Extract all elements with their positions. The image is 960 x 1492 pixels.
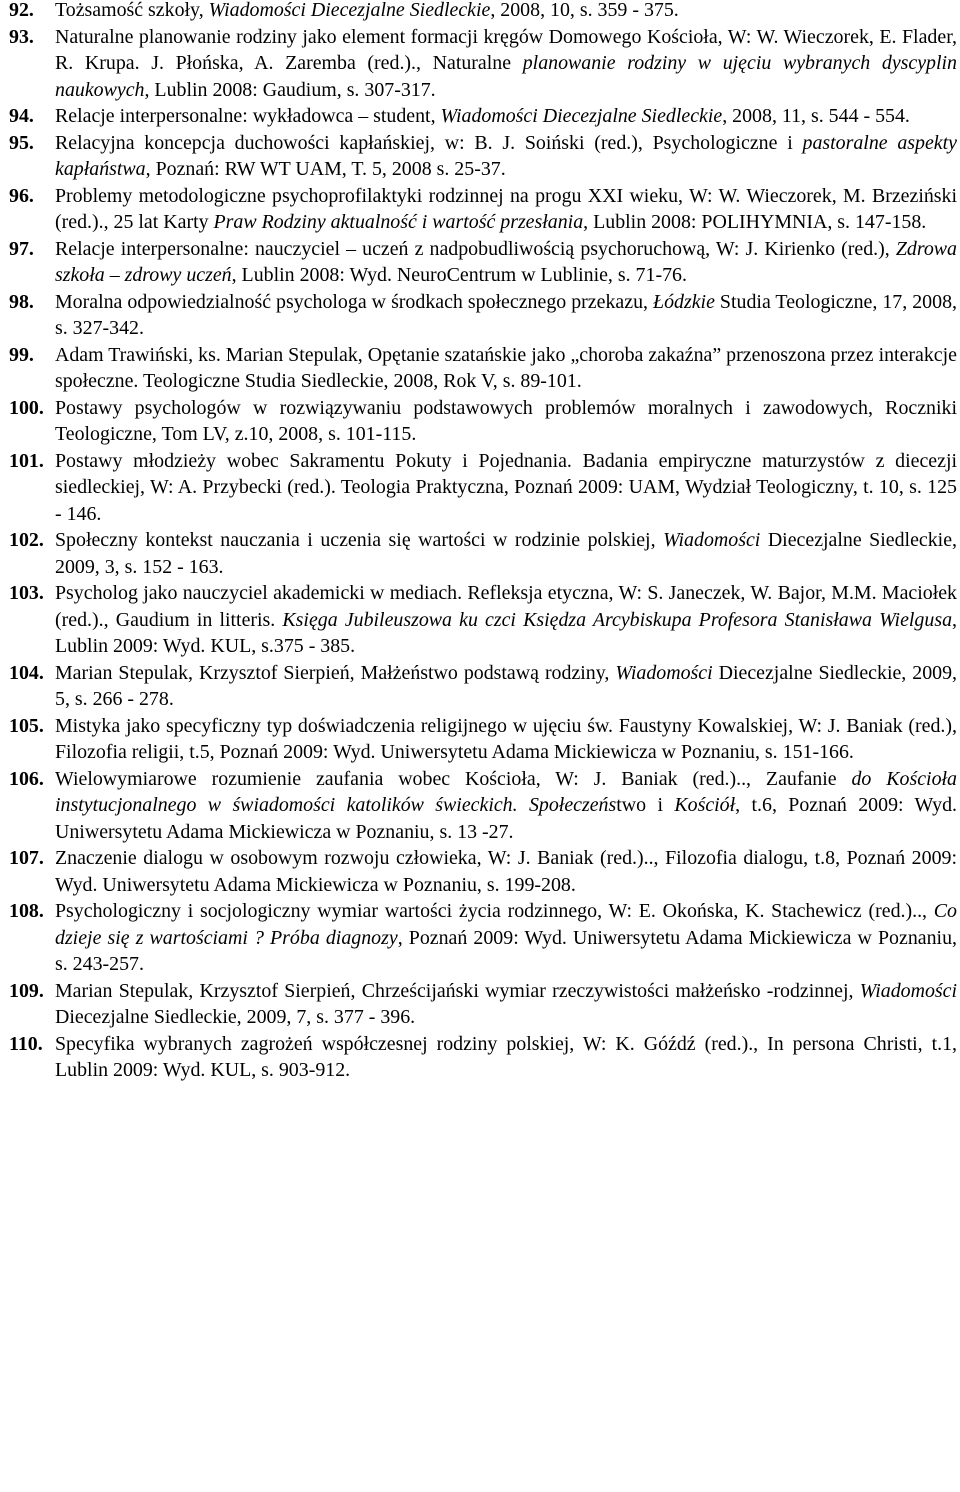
entry-title-italic: Wiadomości bbox=[663, 529, 761, 551]
entry-text bbox=[55, 898, 957, 978]
entry-text-segment: Wielowymiarowe rozumienie zaufania wobec Kościoła, W: J. Baniak (red.).., Zaufanie bbox=[55, 767, 852, 790]
entry-text-segment: Diecezjalne Siedleckie, 2009, 3, s. 152 - 163. bbox=[55, 529, 958, 578]
entry-title-italic: planowanie rodziny w ujęciu wybranych dyscyplin naukowych bbox=[55, 52, 957, 101]
entry-text-segment: Adam Trawiński, ks. Marian Stepulak, Opętanie szatańskie jako „choroba zakaźna” przenoszona przez interakcje społeczne. Teologiczne Studia Siedleckie, 2008, Rok V, s. 89-101. bbox=[55, 343, 957, 392]
entry-text bbox=[55, 660, 957, 713]
entry-number: 101. bbox=[9, 449, 44, 472]
entry-number: 92. bbox=[9, 0, 34, 21]
entry-title-italic: Wiadomości Diecezjalne Siedleckie bbox=[440, 105, 723, 127]
entry-text-segment: Moralna odpowiedzialność psychologa w środkach społecznego przekazu, bbox=[55, 290, 654, 313]
bibliography-entry-105 bbox=[9, 713, 957, 766]
entry-number: 110. bbox=[9, 1032, 43, 1055]
entry-text-segment: Relacje interpersonalne: wykładowca – student, bbox=[55, 105, 441, 127]
entry-text-segment: , Poznań: RW WT UAM, T. 5, 2008 s. 25-37. bbox=[145, 158, 506, 180]
entry-text-segment: Relacyjna koncepcja duchowości kapłańskiej, w: B. J. Soiński (red.), Psychologiczne i bbox=[55, 131, 803, 154]
entry-number: 93. bbox=[9, 25, 34, 48]
entry-title-italic: Praw Rodziny aktualność i wartość przesłania bbox=[213, 211, 584, 233]
entry-text-segment: , 2008, 11, s. 544 - 554. bbox=[722, 105, 910, 127]
bibliography-entry-98 bbox=[9, 289, 957, 342]
entry-text bbox=[55, 845, 957, 898]
entry-number: 94. bbox=[9, 105, 34, 127]
entry-number: 100. bbox=[9, 396, 44, 419]
entry-number: 98. bbox=[9, 290, 34, 313]
entry-text-segment: Studia Teologiczne, 17, 2008, s. 327-342. bbox=[55, 290, 957, 339]
entry-title-italic: do Kościoła instytucjonalnego w świadomości katolików świeckich. Społeczeńs bbox=[55, 767, 957, 816]
entry-text-segment: , 2008, 10, s. 359 - 375. bbox=[490, 0, 679, 21]
entry-number: 105. bbox=[9, 714, 44, 737]
bibliography-entry-95 bbox=[9, 130, 957, 183]
entry-text-segment: , Lublin 2008: POLIHYMNIA, s. 147-158. bbox=[583, 211, 927, 233]
entry-text-segment: Postawy psychologów w rozwiązywaniu podstawowych problemów moralnych i zawodowych, Roczniki Teologiczne, Tom LV, z.10, 2008, s. 101-115. bbox=[55, 396, 957, 445]
entry-title-italic: Kościół bbox=[674, 794, 736, 816]
entry-text-segment: , Lublin 2009: Wyd. KUL, s.375 - 385. bbox=[55, 608, 957, 657]
bibliography-entry-107 bbox=[9, 845, 957, 898]
entry-text bbox=[55, 289, 957, 342]
entry-text-segment: Marian Stepulak, Krzysztof Sierpień, Chrześcijański wymiar rzeczywistości małżeńsko -rodzinnej, bbox=[55, 979, 860, 1002]
entry-number: 109. bbox=[9, 979, 44, 1002]
entry-text-segment: Mistyka jako specyficzny typ doświadczenia religijnego w ujęciu św. Faustyny Kowalskiej, W: J. Baniak (red.), Filozofia religii, t.5, Poznań 2009: Wyd. Uniwersytetu Adama Mickiewicza w Poznaniu, s. 151-166. bbox=[55, 714, 957, 763]
entry-text bbox=[55, 527, 957, 580]
entry-title-italic: Wiadomości bbox=[859, 979, 957, 1002]
entry-text bbox=[55, 342, 957, 395]
entry-text-segment: , t.6, Poznań 2009: Wyd. Uniwersytetu Adama Mickiewicza w Poznaniu, s. 13 -27. bbox=[55, 794, 957, 843]
bibliography-entry-94 bbox=[9, 103, 957, 130]
entry-number: 99. bbox=[9, 343, 34, 366]
entry-number: 106. bbox=[9, 767, 44, 790]
entry-text bbox=[55, 448, 957, 528]
entry-number: 102. bbox=[9, 529, 44, 551]
entry-title-italic: pastoralne aspekty kapłaństwa bbox=[55, 131, 957, 180]
entry-title-italic: Łódzkie bbox=[653, 290, 715, 313]
bibliography-entry-102 bbox=[9, 527, 957, 580]
bibliography-entry-110 bbox=[9, 1031, 957, 1084]
entry-text bbox=[55, 130, 957, 183]
entry-text bbox=[55, 766, 957, 846]
entry-number: 95. bbox=[9, 131, 34, 154]
entry-text bbox=[55, 580, 957, 660]
entry-text bbox=[55, 1031, 957, 1084]
entry-number: 104. bbox=[9, 661, 44, 684]
bibliography-entry-97 bbox=[9, 236, 957, 289]
entry-title-italic: Wiadomości Diecezjalne Siedleckie bbox=[208, 0, 491, 21]
entry-number: 103. bbox=[9, 582, 44, 604]
bibliography-entry-104 bbox=[9, 660, 957, 713]
entry-number: 97. bbox=[9, 237, 34, 260]
entry-text-segment: Znaczenie dialogu w osobowym rozwoju człowieka, W: J. Baniak (red.).., Filozofia dialogu, t.8, Poznań 2009: Wyd. Uniwersytetu Adama Mickiewicza w Poznaniu, s. 199-208. bbox=[55, 847, 957, 896]
entry-text bbox=[55, 713, 957, 766]
bibliography-entry-101 bbox=[9, 448, 957, 528]
bibliography-entry-93 bbox=[9, 24, 957, 104]
entry-text-segment: Diecezjalne Siedleckie, 2009, 7, s. 377 - 396. bbox=[55, 1006, 416, 1028]
entry-text-segment: Społeczny kontekst nauczania i uczenia się wartości w rodzinie polskiej, bbox=[55, 529, 664, 551]
entry-title-italic: Wiadomości bbox=[615, 661, 713, 684]
entry-text-segment: Psychologiczny i socjologiczny wymiar wartości życia rodzinnego, W: E. Okońska, K. Stachewicz (red.).., bbox=[55, 900, 934, 922]
bibliography-entry-96 bbox=[9, 183, 957, 236]
entry-text-segment: Postawy młodzieży wobec Sakramentu Pokuty i Pojednania. Badania empiryczne maturzystów z diecezji siedleckiej, W: A. Przybecki (red.). Teologia Praktyczna, Poznań 2009: UAM, Wydział Teologiczny, t. 10, s. 125 - 146. bbox=[55, 449, 957, 525]
entry-text-segment: Relacje interpersonalne: nauczyciel – uczeń z nadpobudliwością psychoruchową, W: J. Kirienko (red.), bbox=[55, 237, 896, 260]
entry-text-segment: Marian Stepulak, Krzysztof Sierpień, Małżeństwo podstawą rodziny, bbox=[55, 661, 616, 684]
entry-text-segment: Psycholog jako nauczyciel akademicki w mediach. Refleksja etyczna, W: S. Janeczek, W. Bajor, M.M. Maciołek (red.)., Gaudium in litteris. bbox=[55, 582, 957, 631]
bibliography-list bbox=[9, 0, 957, 1084]
entry-text-segment: , Poznań 2009: Wyd. Uniwersytetu Adama Mickiewicza w Poznaniu, s. 243-257. bbox=[55, 926, 957, 975]
entry-text bbox=[55, 236, 957, 289]
bibliography-entry-106 bbox=[9, 766, 957, 846]
bibliography-entry-100 bbox=[9, 395, 957, 448]
entry-text bbox=[55, 24, 957, 104]
entry-text bbox=[55, 395, 957, 448]
bibliography-entry-99 bbox=[9, 342, 957, 395]
entry-text-segment: , Lublin 2008: Wyd. NeuroCentrum w Lublinie, s. 71-76. bbox=[231, 264, 687, 286]
entry-number: 96. bbox=[9, 184, 34, 207]
entry-text bbox=[55, 183, 957, 236]
entry-text-segment: Specyfika wybranych zagrożeń współczesnej rodziny polskiej, W: K. Góźdź (red.)., In persona Christi, t.1, Lublin 2009: Wyd. KUL, s. 903-912. bbox=[55, 1032, 957, 1081]
bibliography-entry-109 bbox=[9, 978, 957, 1031]
entry-text-segment: Problemy metodologiczne psychoprofilaktyki rodzinnej na progu XXI wieku, W: W. Wieczorek, M. Brzeziński (red.)., 25 lat Karty bbox=[55, 184, 957, 233]
entry-text-segment: two i bbox=[616, 794, 675, 816]
entry-number: 108. bbox=[9, 900, 44, 922]
entry-title-italic: Księga Jubileuszowa ku czci Księdza Arcybiskupa Profesora Stanisława Wielgusa bbox=[282, 608, 953, 631]
entry-text bbox=[55, 103, 957, 130]
entry-text-segment: Tożsamość szkoły, bbox=[55, 0, 209, 21]
entry-text bbox=[55, 978, 957, 1031]
entry-number: 107. bbox=[9, 847, 44, 869]
bibliography-entry-92 bbox=[9, 0, 957, 24]
entry-text-segment: Diecezjalne Siedleckie, 2009, 5, s. 266 - 278. bbox=[55, 661, 958, 710]
entry-text bbox=[55, 0, 957, 24]
bibliography-entry-108 bbox=[9, 898, 957, 978]
entry-text-segment: Naturalne planowanie rodziny jako element formacji kręgów Domowego Kościoła, W: W. Wieczorek, E. Flader, R. Krupa. J. Płońska, A. Zaremba (red.)., Naturalne bbox=[55, 25, 957, 74]
entry-title-italic: Zdrowa szkoła – zdrowy uczeń bbox=[55, 237, 957, 286]
bibliography-entry-103 bbox=[9, 580, 957, 660]
entry-title-italic: Co dzieje się z wartościami ? Próba diagnozy bbox=[55, 900, 957, 949]
entry-text-segment: , Lublin 2008: Gaudium, s. 307-317. bbox=[144, 78, 436, 101]
